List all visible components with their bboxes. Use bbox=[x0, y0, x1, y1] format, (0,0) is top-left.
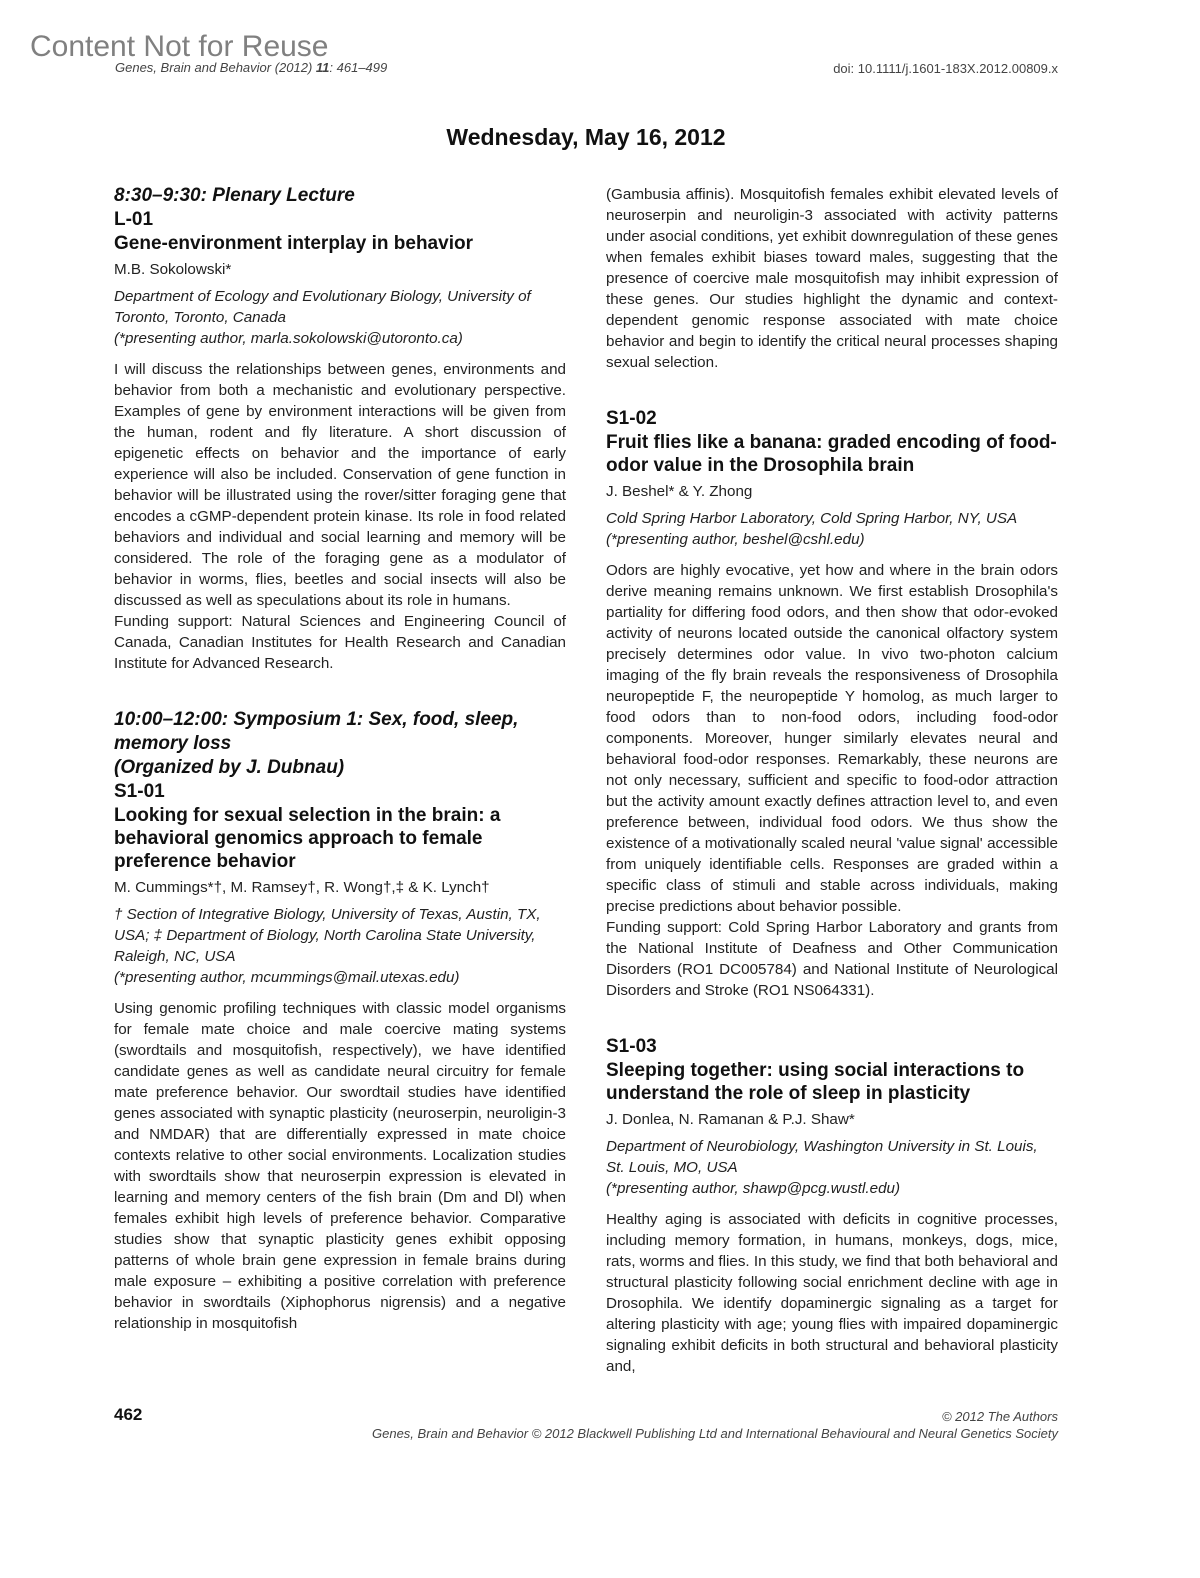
affiliation-text: Department of Ecology and Evolutionary Biology, University of Toronto, Toronto, Canada bbox=[114, 288, 531, 326]
organized-by: (Organized by J. Dubnau) bbox=[114, 757, 345, 778]
watermark: Content Not for Reuse bbox=[30, 30, 329, 63]
abstract-code-s102: S1-02 bbox=[606, 408, 657, 429]
authors-s102: J. Beshel* & Y. Zhong bbox=[606, 483, 753, 500]
affiliation-l01 bbox=[114, 286, 566, 349]
abstract-title-s103: Sleeping together: using social interactions to understand the role of sleep in plasticity bbox=[606, 1060, 1025, 1104]
abstract-body-l01: I will discuss the relationships between genes, environments and behavior from both a mechanistic and evolutionary perspective. Examples of gene by environment interactions will be given from the human, rodent and fly literature. A short discussion of epigenetic effects on behavior and the importance of early experience will also be included. Conservation of gene function in behavior will be illustrated using the rover/sitter foraging gene that encodes a cGMP-dependent protein kinase. Its role in food related behaviors and individual and social learning and memory will be considered. The role of the foraging gene as a modulator of behavior in worms, flies, beetles and social insects will also be discussed as well as speculations about its role in humans. bbox=[114, 361, 566, 609]
presenting-author: (*presenting author, mcummings@mail.utexas.edu) bbox=[114, 969, 460, 986]
authors-l01: M.B. Sokolowski* bbox=[114, 261, 232, 278]
abstract-title-s102: Fruit flies like a banana: graded encoding of food-odor value in the Drosophila brain bbox=[606, 432, 1057, 476]
right-column bbox=[606, 184, 1058, 1377]
affiliation-text: † Section of Integrative Biology, University of Texas, Austin, TX, USA; ‡ Department of Biology, North Carolina State University, Raleigh, NC, USA bbox=[114, 906, 541, 965]
page-number: 462 bbox=[114, 1405, 143, 1424]
abstract-title-l01: Gene-environment interplay in behavior bbox=[114, 233, 473, 254]
authors-s101: M. Cummings*†, M. Ramsey†, R. Wong†,‡ & K. Lynch† bbox=[114, 879, 490, 896]
funding-s102: Funding support: Cold Spring Harbor Laboratory and grants from the National Institute of Deafness and Other Communication Disorders (RO1 DC005784) and National Institute of Neurological Disorders and Stroke (RO1 NS064331). bbox=[606, 919, 1058, 999]
journal-pages: : 461–499 bbox=[329, 60, 388, 75]
abstract-body-s101-continued: (Gambusia affinis). Mosquitofish females exhibit elevated levels of neuroserpin and neuroligin-3 associated with activity patterns under asocial conditions, yet exhibit downregulation of these genes when females exhibit biases toward males, suggesting that the presence of coercive male mosquitofish may inhibit expression of these genes. Our studies highlight the dynamic and context-dependent genomic response associated with mate choice behavior and begin to identify the critical neural processes shaping sexual selection. bbox=[606, 186, 1058, 371]
abstract-body-s102: Odors are highly evocative, yet how and where in the brain odors derive meaning remains unknown. We first establish Drosophila's partiality for differing food odors, and then show that odor-evoked activity of neurons located outside the canonical olfactory system precisely determines odor value. In vivo two-photon calcium imaging of the fly brain reveals the responsiveness of Drosophila neuropeptide F, the neuropeptide Y homolog, as much larger to food odors than to non-food odors, including food-odor components. Moreover, hunger similarly elevates neural and behavioral food-odor responses. Remarkably, these neurons are not only necessary, sufficient and specific to food-odor attraction but the activity amount exactly defines attraction level to, and even preference between, individual food odors. We thus show the existence of a motivationally scaled neural 'value signal' accessible from uniquely identifiable cells. Responses are graded within a specific class of stimuli and stable across individuals, making precise predictions about behavior possible. bbox=[606, 562, 1058, 915]
abstract-body-s101: Using genomic profiling techniques with classic model organisms for female mate choice and male coercive mating systems (swordtails and mosquitofish, respectively), we have identified candidate genes as well as candidate neural circuitry for female mate preference behavior. Our swordtail studies have identified genes associated with synaptic plasticity (neuroserpin, neuroligin-3 and NMDAR) that are differentially expressed in mate choice contexts relative to other social environments. Localization studies with swordtails show that neuroserpin expression is elevated in learning and memory centers of the fish brain (Dm and Dl) when females exhibit high levels of preference behavior. Comparative studies show that synaptic plasticity genes exhibit opposing patterns of whole brain gene expression in female brains during male exposure – exhibiting a positive correlation with preference behavior in swordtails (Xiphophorus nigrensis) and a negative relationship in mosquitofish bbox=[114, 1000, 566, 1332]
date-heading: Wednesday, May 16, 2012 bbox=[446, 124, 726, 150]
journal-reference bbox=[115, 60, 387, 75]
authors-s103: J. Donlea, N. Ramanan & P.J. Shaw* bbox=[606, 1111, 855, 1128]
abstract-code-s101: S1-01 bbox=[114, 781, 165, 802]
journal-name: Genes, Brain and Behavior (2012) bbox=[115, 60, 316, 75]
affiliation-s103 bbox=[606, 1136, 1058, 1199]
footer-publisher: Genes, Brain and Behavior © 2012 Blackwell Publishing Ltd and International Behavioural and Neural Genetics Society bbox=[372, 1426, 1058, 1441]
abstract-body-s103: Healthy aging is associated with deficits in cognitive processes, including memory formation, in humans, monkeys, dogs, mice, rats, worms and flies. In this study, we find that both behavioral and structural plasticity following social enrichment decline with age in Drosophila. We identify dopaminergic signaling as a target for altering plasticity with age; young flies with impaired dopaminergic signaling exhibit deficits in both structural and behavioral plasticity and, bbox=[606, 1211, 1058, 1375]
abstract-code-l01: L-01 bbox=[114, 209, 154, 230]
symposium-session-heading: 10:00–12:00: Symposium 1: Sex, food, sleep, memory loss bbox=[114, 709, 519, 754]
footer-copyright: © 2012 The Authors bbox=[941, 1409, 1058, 1424]
affiliation-text: Cold Spring Harbor Laboratory, Cold Spring Harbor, NY, USA bbox=[606, 510, 1018, 527]
presenting-author: (*presenting author, shawp@pcg.wustl.edu) bbox=[606, 1180, 901, 1197]
left-column bbox=[114, 184, 566, 1334]
affiliation-s102 bbox=[606, 508, 1058, 550]
doi: doi: 10.1111/j.1601-183X.2012.00809.x bbox=[833, 61, 1058, 76]
affiliation-text: Department of Neurobiology, Washington University in St. Louis, St. Louis, MO, USA bbox=[606, 1138, 1038, 1176]
journal-volume: 11 bbox=[315, 60, 330, 75]
affiliation-s101 bbox=[114, 904, 566, 988]
abstract-title-s101: Looking for sexual selection in the brain: a behavioral genomics approach to female preference behavior bbox=[114, 805, 501, 872]
plenary-session-heading: 8:30–9:30: Plenary Lecture bbox=[114, 185, 355, 206]
presenting-author: (*presenting author, beshel@cshl.edu) bbox=[606, 531, 865, 548]
funding-l01: Funding support: Natural Sciences and Engineering Council of Canada, Canadian Institutes for Health Research and Canadian Institute for Advanced Research. bbox=[114, 613, 566, 672]
abstract-code-s103: S1-03 bbox=[606, 1036, 657, 1057]
presenting-author: (*presenting author, marla.sokolowski@utoronto.ca) bbox=[114, 330, 463, 347]
